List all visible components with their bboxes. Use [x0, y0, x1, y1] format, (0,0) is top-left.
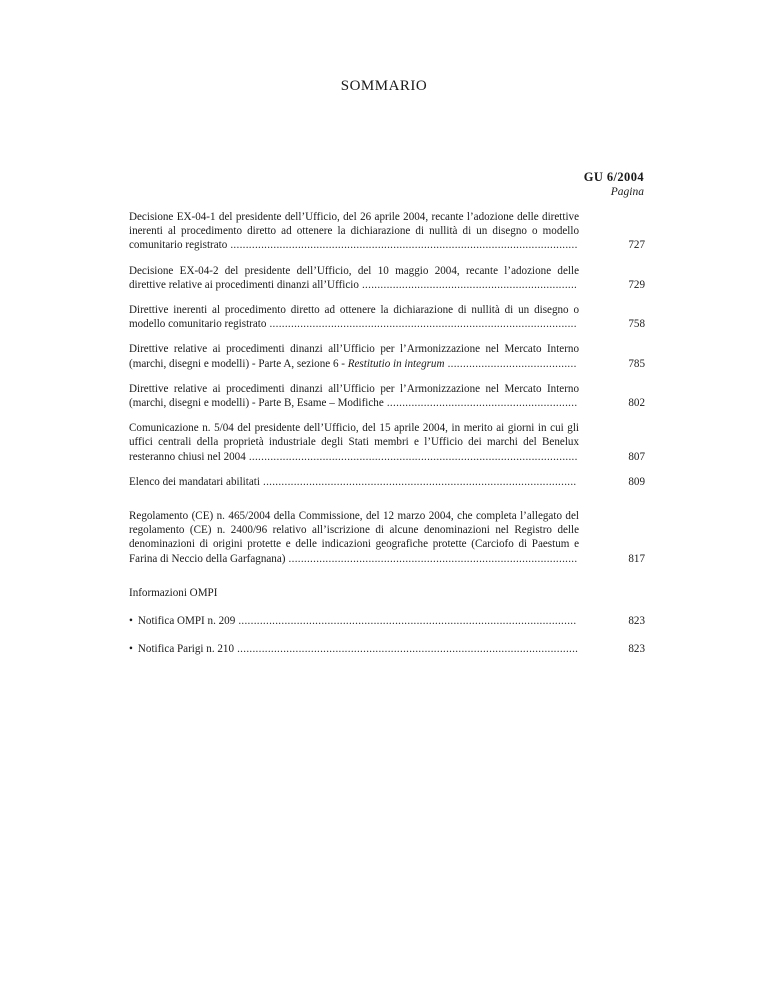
bullet-entry-text: Notifica Parigi n. 210 — [137, 643, 235, 656]
section-heading: Informazioni OMPI — [129, 586, 218, 599]
toc-entry-text: Comunicazione n. 5/04 del presidente dell’Ufficio, del 15 aprile 2004, in merito ai giorni in cui gli uffici centrali della proprietà industriale degli Stati membri e l’Ufficio dei marchi del Benelux resteranno chiusi nel 2004 — [129, 422, 579, 463]
toc-entry-title — [129, 509, 579, 566]
bullet-entry-page-number: 823 — [628, 643, 645, 656]
toc-entry-page-number: 807 — [628, 450, 645, 463]
bullet-entry-page-number: 823 — [628, 615, 645, 628]
page-title: SOMMARIO — [340, 78, 428, 94]
toc-entry-title — [129, 382, 579, 410]
toc-entry — [129, 509, 645, 566]
leader-dots: ............................................................................................................... — [234, 643, 579, 656]
toc-entry-title — [129, 210, 579, 253]
toc-entry-text: Decisione EX-04-1 del presidente dell’Ufficio, del 26 aprile 2004, recante l’adozione delle direttive inerenti al procedimento diretto ad ottenere la dichiarazione di nullità di un disegno o modello comunitario registrato — [129, 211, 579, 252]
toc-entry-text: Decisione EX-04-2 del presidente dell’Ufficio, del 10 maggio 2004, recante l’adozione delle direttive relative ai procedimenti dinanzi all’Ufficio — [129, 264, 579, 291]
leader-dots: .......................................... — [444, 357, 577, 370]
leader-dots: ...................................................................................................... — [259, 475, 577, 488]
toc-entry — [129, 475, 645, 489]
toc-entry — [129, 303, 645, 331]
toc-entry — [129, 210, 645, 253]
leader-dots: ...................................................................... — [358, 278, 578, 291]
bullet-entry — [129, 614, 645, 628]
toc-entry-title — [129, 475, 579, 489]
toc-entry-page-number: 817 — [628, 552, 645, 565]
toc-entry-page-number: 802 — [628, 397, 645, 410]
page-column-label: Pagina — [610, 186, 644, 198]
leader-dots: .............................................................. — [383, 397, 578, 410]
toc-entry-text: Direttive inerenti al procedimento diretto ad ottenere la dichiarazione di nullità di un disegno o modello comunitario registrato — [129, 304, 579, 331]
toc-entry-text: Elenco dei mandatari abilitati — [129, 475, 260, 488]
bullet-entry-title — [129, 614, 579, 628]
toc-entry-page-number: 758 — [628, 318, 645, 331]
toc-entry — [129, 264, 645, 292]
issue-label: GU 6/2004 — [583, 170, 644, 184]
leader-dots: .............................................................................................. — [285, 552, 578, 565]
leader-dots: .............................................................................................................. — [235, 615, 577, 628]
leader-dots: ................................................................................................................. — [227, 239, 578, 252]
toc-entry-page-number: 727 — [628, 239, 645, 252]
toc-entry-text: Direttive relative ai procedimenti dinanzi all’Ufficio per l’Armonizzazione nel Mercato Interno (marchi, disegni e modelli) - Parte A, sezione 6 - — [129, 343, 579, 370]
toc-entry-title — [129, 342, 579, 370]
toc-entry-page-number: 785 — [628, 357, 645, 370]
issue-header — [584, 170, 644, 198]
toc-entry — [129, 382, 645, 410]
toc-entry-italic: Restitutio in integrum — [347, 357, 445, 370]
toc-entry-title — [129, 421, 579, 464]
leader-dots: .................................................................................................... — [266, 318, 577, 331]
toc-bullet-entries — [129, 614, 645, 656]
toc-entry-text: Direttive relative ai procedimenti dinanzi all’Ufficio per l’Armonizzazione nel Mercato Interno (marchi, disegni e modelli) - Parte B, Esame – Modifiche — [129, 382, 579, 410]
toc-entry-page-number: 729 — [628, 278, 645, 291]
toc-entry-title — [129, 303, 579, 331]
bullet-entry-title — [129, 642, 579, 656]
toc-entry — [129, 421, 645, 464]
toc-entries — [129, 210, 645, 566]
bullet-entry-text: Notifica OMPI n. 209 — [137, 615, 236, 628]
bullet-entry — [129, 642, 645, 656]
toc-entry-title — [129, 264, 579, 292]
toc-entry — [129, 342, 645, 370]
table-of-contents — [129, 210, 645, 670]
leader-dots: ........................................................................................................... — [245, 450, 578, 463]
toc-entry-page-number: 809 — [628, 475, 645, 488]
toc-entry-text: Regolamento (CE) n. 465/2004 della Commissione, del 12 marzo 2004, che completa l’allegato del regolamento (CE) n. 2400/96 relativo all’iscrizione di alcune denominazioni nel Registro delle denominazioni di origini protette e delle indicazioni geografiche protette (Carciofo di Paestum e Farina di Neccio della Garfagnana) — [129, 510, 579, 565]
